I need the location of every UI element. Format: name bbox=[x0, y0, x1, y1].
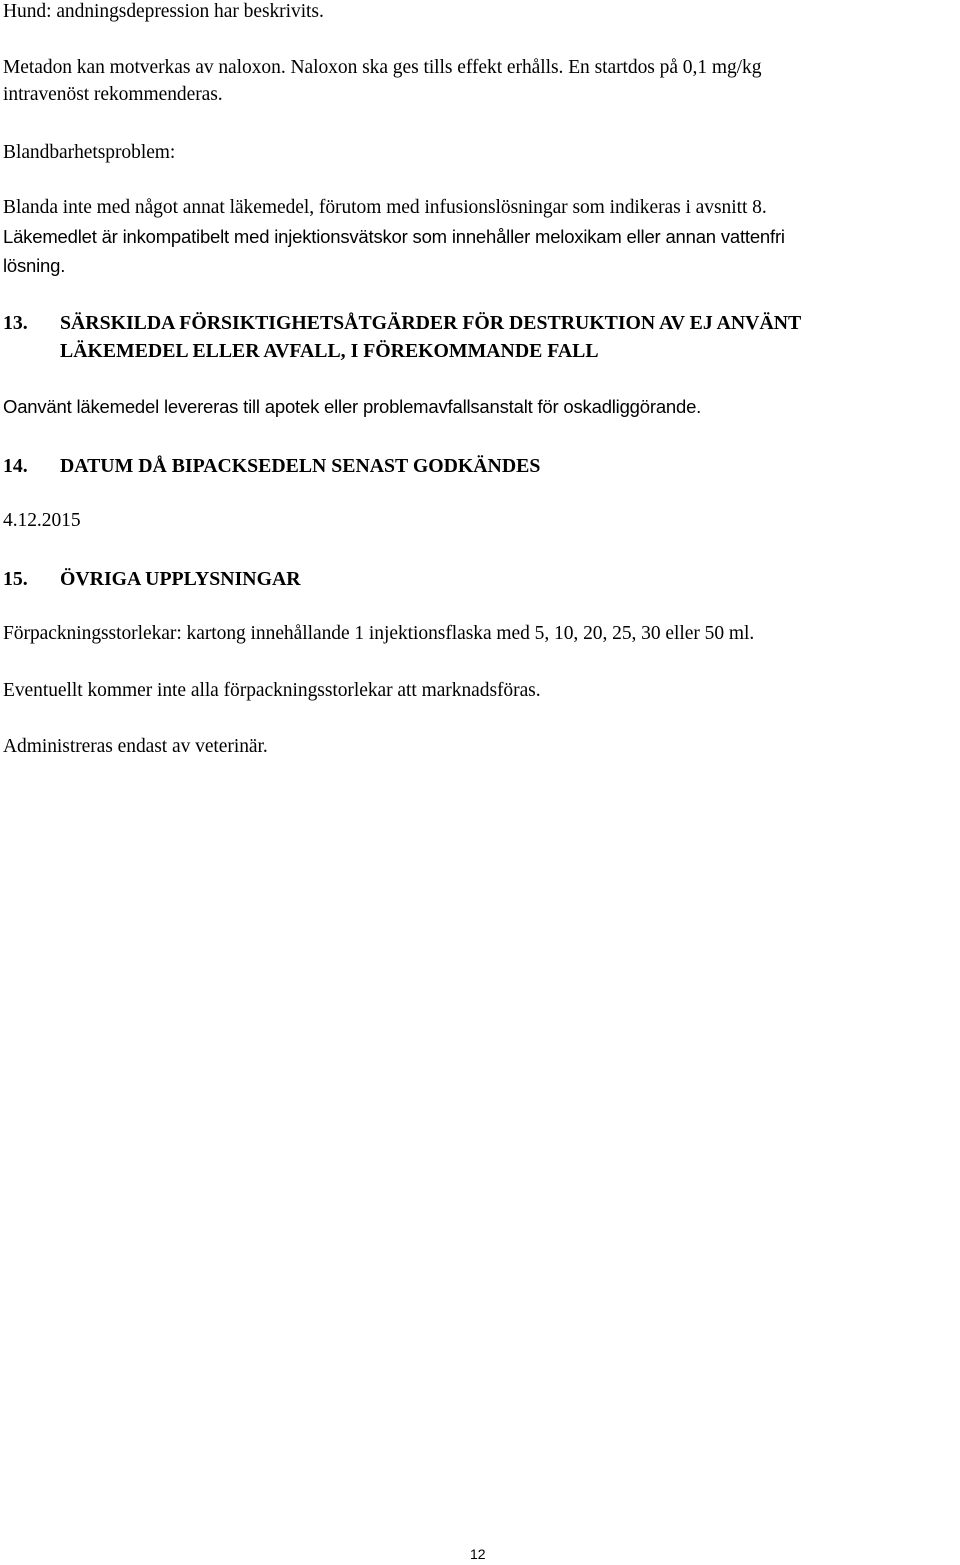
incompatibility-line-2: Läkemedlet är inkompatibelt med injektionsvätskor som innehåller meloxikam eller annan vattenfri bbox=[3, 226, 785, 247]
section-15-number: 15. bbox=[3, 568, 28, 590]
incompatibility-line-3: lösning. bbox=[3, 255, 66, 276]
section-14-heading bbox=[3, 452, 540, 480]
package-sizes-text: Förpackningsstorlekar: kartong innehållande 1 injektionsflaska med 5, 10, 20, 25, 30 eller 50 ml. bbox=[3, 623, 755, 644]
section-13-heading bbox=[3, 309, 801, 365]
section-13-title-line-2: LÄKEMEDEL ELLER AVFALL, I FÖREKOMMANDE FALL bbox=[60, 340, 599, 362]
incompatibility-label: Blandbarhetsproblem: bbox=[3, 142, 176, 163]
incompatibility-line-1: Blanda inte med något annat läkemedel, förutom med infusionslösningar som indikeras i avsnitt 8. bbox=[3, 197, 767, 218]
veterinary-use-text: Administreras endast av veterinär. bbox=[3, 736, 268, 757]
dog-side-effect-text: Hund: andningsdepression har beskrivits. bbox=[3, 1, 324, 22]
section-13-disposal-text: Oanvänt läkemedel levereras till apotek eller problemavfallsanstalt för oskadliggörande. bbox=[3, 396, 702, 417]
section-15-title: ÖVRIGA UPPLYSNINGAR bbox=[60, 568, 301, 590]
marketing-note-text: Eventuellt kommer inte alla förpackningsstorlekar att marknadsföras. bbox=[3, 680, 541, 701]
page-number: 12 bbox=[470, 1546, 486, 1562]
section-14-title: DATUM DÅ BIPACKSEDELN SENAST GODKÄNDES bbox=[60, 455, 541, 477]
methadone-antidote-line-1: Metadon kan motverkas av naloxon. Naloxon ska ges tills effekt erhålls. En startdos på 0,1 mg/kg bbox=[3, 57, 762, 78]
section-15-heading bbox=[3, 565, 301, 593]
approval-date: 4.12.2015 bbox=[3, 510, 81, 531]
section-14-number: 14. bbox=[3, 455, 28, 477]
methadone-antidote-line-2: intravenöst rekommenderas. bbox=[3, 84, 223, 105]
section-13-title-line-1: SÄRSKILDA FÖRSIKTIGHETSÅTGÄRDER FÖR DESTRUKTION AV EJ ANVÄNT bbox=[60, 312, 802, 334]
section-13-number: 13. bbox=[3, 312, 28, 334]
